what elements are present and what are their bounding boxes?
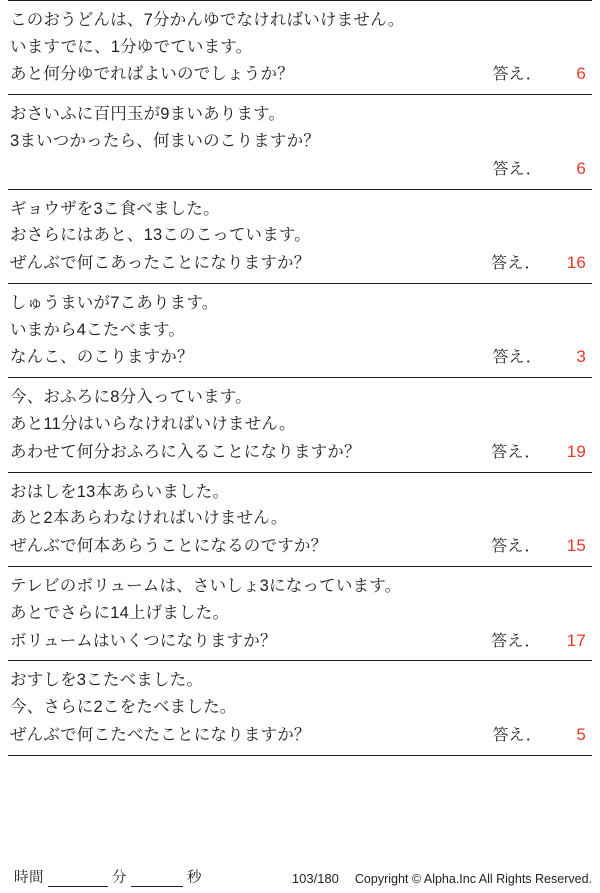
problem-text: おさいふに百円玉が9まいあります。 xyxy=(10,105,286,124)
problem-text: あとでさらに14上げました。 xyxy=(10,603,230,622)
answer-label: 答え． xyxy=(491,538,541,556)
answer-label: 答え． xyxy=(492,349,542,367)
problem-text: ギョウザを3こ食べました。 xyxy=(10,199,220,218)
answer-slot[interactable] xyxy=(491,438,590,466)
problem-item xyxy=(8,190,592,284)
problem-item xyxy=(8,567,592,661)
problem-text: 3まいつかったら、何まいのこりますか？ xyxy=(10,132,320,151)
problem-text: なんこ、のこりますか？ xyxy=(10,348,194,367)
problem-text: おすしを3こたべました。 xyxy=(10,671,204,690)
problem-text: ぜんぶで何こあったことになりますか？ xyxy=(10,254,311,273)
answer-slot[interactable] xyxy=(491,249,590,277)
problem-item xyxy=(8,0,592,95)
answer-row xyxy=(8,155,592,183)
answer-value: 15 xyxy=(566,536,586,556)
problem-line xyxy=(8,721,592,749)
problem-text: しゅうまいが7こあります。 xyxy=(10,294,219,313)
problem-line xyxy=(8,196,592,223)
problem-text: ぜんぶで何こたべたことになりますか？ xyxy=(10,725,311,744)
problem-line xyxy=(8,290,592,317)
problem-text: おはしを13本あらいました。 xyxy=(10,482,230,501)
answer-label: 答え． xyxy=(492,726,542,744)
answer-label: 答え． xyxy=(491,443,541,461)
page-number: 103/180 xyxy=(291,871,339,886)
second-unit-label: 秒 xyxy=(187,870,202,886)
answer-label: 答え． xyxy=(492,66,542,84)
problem-line xyxy=(8,438,592,466)
problem-line xyxy=(8,411,592,438)
answer-label: 答え． xyxy=(492,160,542,178)
problem-list xyxy=(8,0,592,756)
answer-slot[interactable] xyxy=(491,627,590,655)
answer-slot[interactable] xyxy=(492,155,590,183)
problem-line xyxy=(8,249,592,277)
answer-slot[interactable] xyxy=(492,721,590,749)
answer-slot[interactable] xyxy=(492,60,590,88)
problem-line xyxy=(8,34,592,61)
problem-line xyxy=(8,384,592,411)
answer-label: 答え． xyxy=(491,632,541,650)
problem-text: テレビのボリュームは、さいしょ3になっています。 xyxy=(10,577,402,596)
problem-item xyxy=(8,473,592,567)
problem-text: いますでに、1分ゆでています。 xyxy=(10,37,253,56)
page-footer xyxy=(8,866,592,887)
seconds-blank[interactable] xyxy=(131,873,183,887)
problem-item xyxy=(8,661,592,755)
problem-line xyxy=(8,222,592,249)
footer-meta xyxy=(292,871,592,887)
problem-line xyxy=(8,600,592,627)
answer-value: 3 xyxy=(576,347,586,367)
answer-value: 5 xyxy=(576,724,586,744)
answer-label: 答え． xyxy=(491,255,541,273)
problem-text: あわせて何分おふろに入ることになりますか？ xyxy=(10,442,361,461)
problem-line xyxy=(8,317,592,344)
answer-value: 17 xyxy=(566,630,586,650)
problem-line xyxy=(8,694,592,721)
problem-text: おさらにはあと、13このこっています。 xyxy=(10,226,312,245)
minute-unit-label: 分 xyxy=(112,870,127,886)
problem-text: あと2本あらわなければいけません。 xyxy=(10,509,288,528)
problem-text: あと11分はいらなければいけません。 xyxy=(10,415,296,434)
problem-item xyxy=(8,284,592,378)
problem-line xyxy=(8,505,592,532)
problem-line xyxy=(8,667,592,694)
problem-text: 今、おふろに8分入っています。 xyxy=(10,388,252,407)
problem-line xyxy=(8,627,592,655)
problem-line xyxy=(8,101,592,128)
problem-text: いまから4こたべます。 xyxy=(10,320,186,339)
answer-slot[interactable] xyxy=(491,532,590,560)
problem-text: あと何分ゆでればよいのでしょうか？ xyxy=(10,65,294,84)
problem-line xyxy=(8,573,592,600)
problem-text: 今、さらに2こをたべました。 xyxy=(10,698,237,717)
answer-value: 6 xyxy=(576,158,586,178)
problem-line xyxy=(8,343,592,371)
problem-line xyxy=(8,128,592,155)
problem-line xyxy=(8,532,592,560)
answer-value: 6 xyxy=(576,64,586,84)
minutes-blank[interactable] xyxy=(48,873,108,887)
time-record-area xyxy=(14,866,202,887)
answer-value: 19 xyxy=(566,441,586,461)
answer-slot[interactable] xyxy=(492,343,590,371)
problem-text: このおうどんは、7分かんゆでなければいけません。 xyxy=(10,11,405,29)
problem-item xyxy=(8,95,592,189)
problem-line xyxy=(8,479,592,506)
answer-value: 16 xyxy=(566,253,586,273)
problem-text: ぜんぶで何本あらうことになるのですか？ xyxy=(10,537,328,556)
problem-line xyxy=(8,60,592,88)
copyright-notice: Copyright © Alpha.Inc All Rights Reserved. xyxy=(354,872,592,886)
problem-line xyxy=(8,7,592,34)
time-label: 時間 xyxy=(14,870,44,886)
problem-item xyxy=(8,378,592,472)
problem-text: ボリュームはいくつになりますか？ xyxy=(10,631,277,650)
